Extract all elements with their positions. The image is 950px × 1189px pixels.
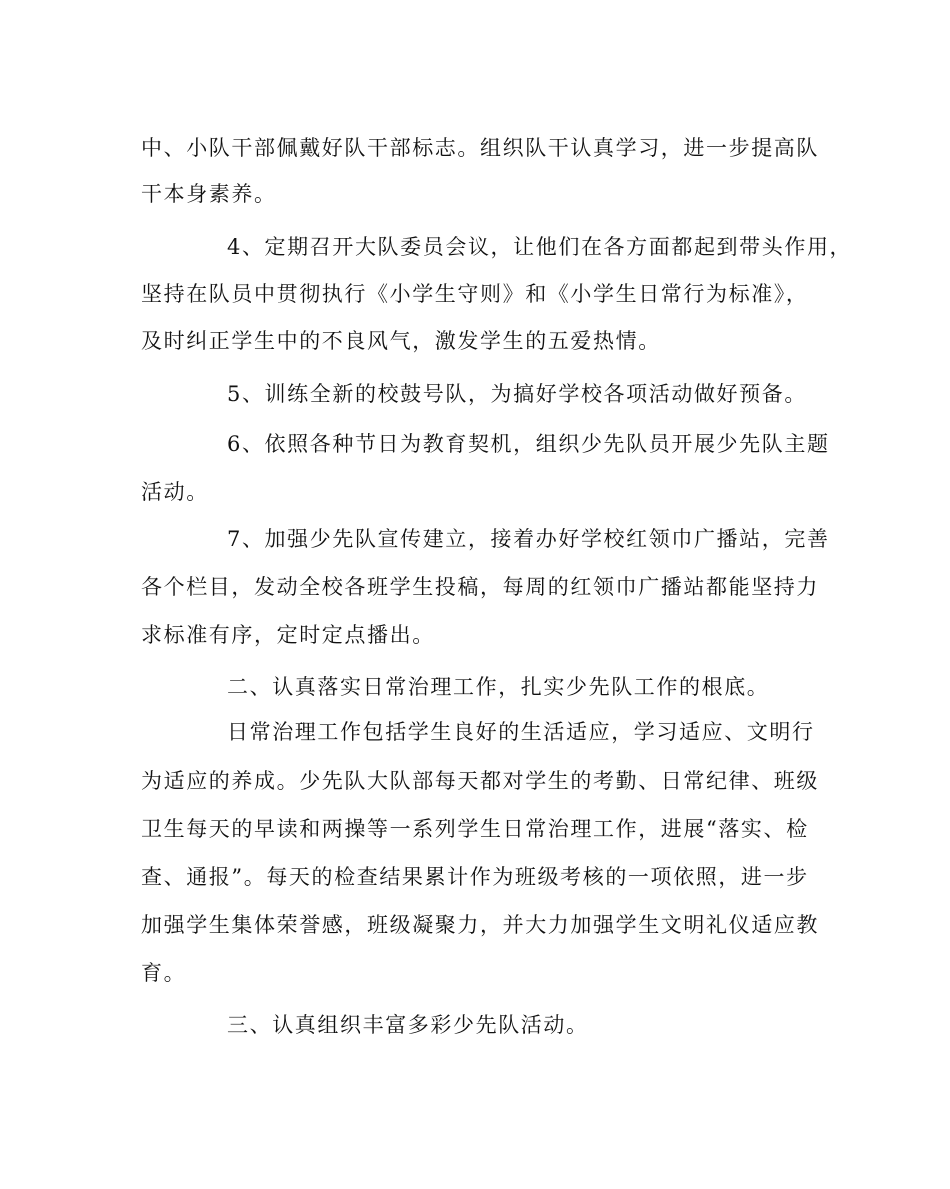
text-line: 4、定期召开大队委员会议，让他们在各方面都起到带头作用， [227,235,853,259]
text-line: 坚持在队员中贯彻执行《小学生守则》和《小学生日常行为标准》， [141,282,809,306]
text-line: 7、加强少先队宣传建立，接着办好学校红领巾广播站，完善 [227,527,830,551]
text-line: 6、依照各种节日为教育契机，组织少先队员开展少先队主题 [227,432,830,456]
section-heading: 三、认真组织丰富多彩少先队活动。 [227,1013,589,1037]
text-line: 日常治理工作包括学生良好的生活适应，学习适应、文明行 [227,720,815,744]
text-line: 查、通报”。每天的检查结果累计作为班级考核的一项依照，进一步 [141,865,809,889]
section-heading: 二、认真落实日常治理工作，扎实少先队工作的根底。 [227,675,770,699]
text-line: 育。 [141,961,187,985]
text-line: 5、训练全新的校鼓号队，为搞好学校各项活动做好预备。 [227,382,807,406]
text-line: 中、小队干部佩戴好队干部标志。组织队干认真学习，进一步提高队 [141,136,819,160]
text-line: 求标准有序，定时定点播出。 [141,623,435,647]
text-line: 各个栏目，发动全校各班学生投稿，每周的红领巾广播站都能坚持力 [141,575,819,599]
text-line: 卫生每天的早读和两操等一系列学生日常治理工作，进展“落实、检 [141,817,809,841]
text-line: 活动。 [141,480,209,504]
text-line: 及时纠正学生中的不良风气，激发学生的五爱热情。 [141,329,661,353]
text-line: 为适应的养成。少先队大队部每天都对学生的考勤、日常纪律、班级 [141,769,819,793]
text-line: 加强学生集体荣誉感，班级凝聚力，并大力加强学生文明礼仪适应教 [141,913,819,937]
text-line: 干本身素养。 [141,182,277,206]
